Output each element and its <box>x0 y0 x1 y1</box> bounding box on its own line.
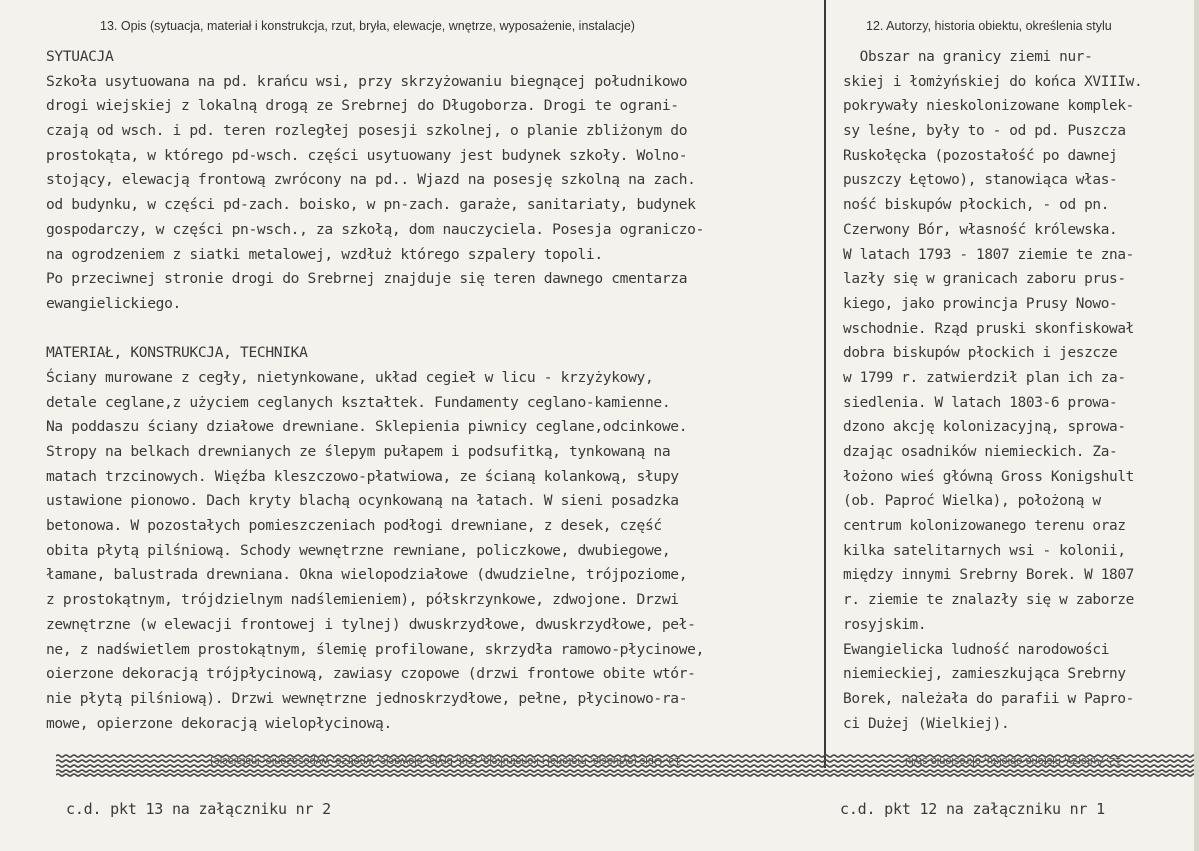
description-line: nie płytą pilśniową). Drzwi wewnętrzne jednoskrzydłowe, pełne, płycinowo-ra- <box>46 689 688 707</box>
history-text <box>843 45 1195 736</box>
history-line: Ruskołęcka (pozostałość po dawnej <box>843 147 1118 164</box>
description-line: prostokąta, w którego pd-wsch. części usytuowany jest budynek szkoły. Wolno- <box>46 146 688 164</box>
history-line: Czerwony Bór, własność królewska. <box>843 221 1118 238</box>
description-line: łamane, balustrada drewniana. Okna wielopodziałowe (dwudzielne, trójpoziome, <box>46 566 688 584</box>
description-line: ewangielickiego. <box>46 294 181 312</box>
description-line: zewnętrzne (w elewacji frontowej i tylnej) dwuskrzydłowe, dwuskrzydłowe, peł- <box>46 615 696 633</box>
history-line: lazły się w granicach zaboru prus- <box>843 271 1126 288</box>
description-line: ustawione pionowo. Dach kryty blachą ocynkowaną na łatach. W sieni posadzka <box>46 492 679 510</box>
description-text <box>46 45 821 736</box>
history-line: rosyjskim. <box>843 616 927 633</box>
history-line: Ewangielicka ludność narodowości <box>843 641 1110 658</box>
description-line: detale ceglane,z użyciem ceglanych kształtek. Fundamenty ceglano-kamienne. <box>46 393 671 411</box>
history-line: siedlenia. W latach 1803-6 prowa- <box>843 394 1118 411</box>
history-line: Borek, należała do parafii w Papro- <box>843 690 1134 707</box>
history-line: puszczy Łętowo), stanowiąca włas- <box>843 172 1118 189</box>
history-line: ci Dużej (Wielkiej). <box>843 715 1010 732</box>
column-divider <box>824 0 826 768</box>
mirrored-section-13-label: 13. Opis (sytuacja, materiał i konstrukcja, rzut, bryła, elewacje, wnętrze, wyposażenie, instalacje) <box>210 755 681 767</box>
mirrored-section-12-label: 12. Autorzy, historia obiektu, określenia stylu <box>905 755 1122 767</box>
history-line: W latach 1793 - 1807 ziemie te zna- <box>843 246 1134 263</box>
section-13-header: 13. Opis (sytuacja, materiał i konstrukcja, rzut, bryła, elewacje, wnętrze, wyposażenie, instalacje) <box>100 19 635 33</box>
history-line: kiego, jako prowincja Prusy Nowo- <box>843 295 1118 312</box>
description-line: Po przeciwnej stronie drogi do Srebrnej znajduje się teren dawnego cmentarza <box>46 270 688 288</box>
history-line: niemieckiej, zamieszkująca Srebrny <box>843 666 1126 683</box>
history-line: ność biskupów płockich, - od pn. <box>843 197 1110 214</box>
card-edge <box>1194 0 1199 851</box>
description-line: czają od wsch. i pd. teren rozległej posesji szkolnej, o planie zbliżonym do <box>46 122 688 140</box>
history-line: r. ziemie te znalazły się w zaborze <box>843 592 1134 609</box>
description-line: Na poddaszu ściany działowe drewniane. Sklepienia piwnicy ceglane,odcinkowe. <box>46 418 688 436</box>
history-line: w 1799 r. zatwierdził plan ich za- <box>843 369 1126 386</box>
description-line: Ściany murowane z cegły, nietynkowane, układ cegieł w licu - krzyżykowy, <box>46 368 654 386</box>
history-line: dzając osadników niemieckich. Za- <box>843 444 1118 460</box>
description-line: obita płytą pilśniową. Schody wewnętrzne rewniane, policzkowe, dwubiegowe, <box>46 541 671 559</box>
description-line: gospodarczy, w części pn-wsch., za szkołą, dom nauczyciela. Posesja ograniczo- <box>46 220 705 238</box>
description-line: Stropy na belkach drewnianych ze ślepym pułapem i podsufitką, tynkowaną na <box>46 443 671 460</box>
history-line: wschodnie. Rząd pruski skonfiskował <box>843 320 1134 337</box>
description-line: mowe, opierzone dekoracją wielopłycinową. <box>46 714 392 732</box>
history-line: (ob. Paproć Wielka), położoną w <box>843 493 1101 510</box>
description-line <box>46 317 821 342</box>
section-13-continuation-note: c.d. pkt 13 na załączniku nr 2 <box>66 800 331 818</box>
description-line: matach trzcinowych. Więźba kleszczowo-płatwiowa, ze ścianą kolankową, słupy <box>46 467 679 485</box>
section-12-header: 12. Autorzy, historia obiektu, określenia stylu <box>866 19 1112 33</box>
description-line: od budynku, w części pd-zach. boisko, w pn-zach. garaże, sanitariaty, budynek <box>46 196 696 214</box>
description-line: na ogrodzeniem z siatki metalowej, wzdłuż którego szpalery topoli. <box>46 245 603 263</box>
description-line: MATERIAŁ, KONSTRUKCJA, TECHNIKA <box>46 344 308 362</box>
history-line: centrum kolonizowanego terenu oraz <box>843 518 1126 535</box>
history-line: pokrywały nieskolonizowane komplek- <box>843 98 1134 115</box>
history-line: skiej i łomżyńskiej do końca XVIIIw. <box>843 73 1143 90</box>
history-line: Obszar na granicy ziemi nur- <box>843 49 1093 65</box>
description-line: Szkoła usytuowana na pd. krańcu wsi, przy skrzyżowaniu biegnącej południkowo <box>46 72 688 90</box>
description-line: drogi wiejskiej z lokalną drogą ze Srebrnej do Długoborza. Drogi te ograni- <box>46 97 679 115</box>
history-line: łożono wieś główną Gross Konigshult <box>843 468 1134 485</box>
history-line: między innymi Srebrny Borek. W 1807 <box>843 567 1134 584</box>
description-line: z prostokątnym, trójdzielnym nadślemieniem), półskrzynkowe, zdwojone. Drzwi <box>46 591 679 609</box>
history-line: dobra biskupów płockich i jeszcze <box>843 345 1118 362</box>
history-line: dzono akcję kolonizacyjną, sprowa- <box>843 419 1126 436</box>
description-line: oierzone dekoracją trójpłycinową, zawiasy czopowe (drzwi frontowe obite wtór- <box>46 665 696 683</box>
section-12-continuation-note: c.d. pkt 12 na załączniku nr 1 <box>840 800 1105 818</box>
description-line: SYTUACJA <box>46 48 114 65</box>
history-line: kilka satelitarnych wsi - kolonii, <box>843 542 1126 559</box>
description-line: stojący, elewacją frontową zwrócony na pd.. Wjazd na posesję szkolną na zach. <box>46 171 696 189</box>
description-line: betonowa. W pozostałych pomieszczeniach podłogi drewniane, z desek, część <box>46 517 662 535</box>
history-line: sy leśne, były to - od pd. Puszcza <box>843 123 1126 140</box>
description-line: ne, z nadświetlem prostokątnym, ślemię profilowane, skrzydła ramowo-płycinowe, <box>46 640 705 658</box>
